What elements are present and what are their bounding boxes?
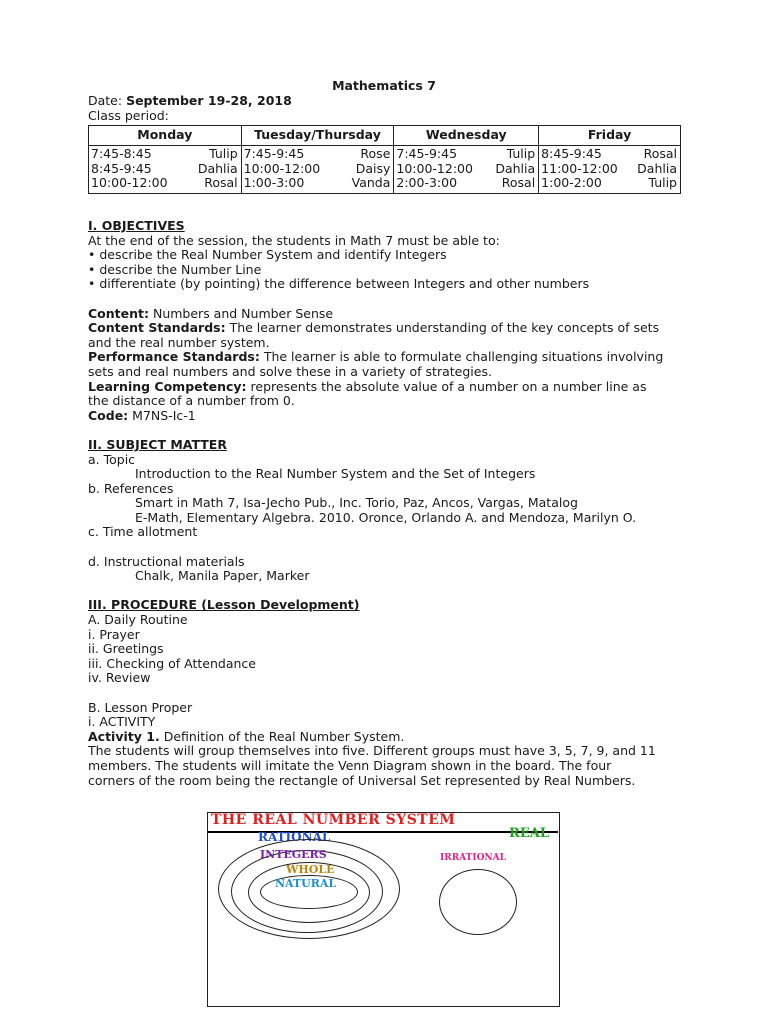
schedule-body-row bbox=[89, 146, 681, 194]
venn-label-real: REAL bbox=[509, 826, 549, 841]
lesson-plan-body bbox=[88, 219, 683, 788]
content-line: Content: Numbers and Number Sense bbox=[88, 305, 334, 321]
materials-label: d. Instructional materials bbox=[88, 553, 245, 569]
topic-label: a. Topic bbox=[88, 451, 136, 467]
topic-text: Introduction to the Real Number System and the Set of Integers bbox=[135, 466, 536, 482]
schedule-slot: 10:00-12:00 Daisy bbox=[243, 160, 391, 176]
content-standards-cont: and the real number system. bbox=[88, 334, 270, 350]
schedule-slot: 1:00-2:00 Tulip bbox=[541, 175, 677, 191]
routine-item: iv. Review bbox=[88, 670, 151, 686]
objectives-intro: At the end of the session, the students in Math 7 must be able to: bbox=[88, 232, 500, 248]
document-meta bbox=[88, 94, 292, 123]
learning-competency-line: Learning Competency: represents the absolute value of a number on a number line as bbox=[88, 378, 647, 394]
objective-item: • describe the Real Number System and identify Integers bbox=[88, 247, 447, 263]
routine-item: ii. Greetings bbox=[88, 641, 164, 657]
reference-item: E-Math, Elementary Algebra. 2010. Oronce, Orlando A. and Mendoza, Marilyn O. bbox=[135, 509, 637, 525]
schedule-column-header: Monday bbox=[89, 126, 242, 146]
schedule-slot: 10:00-12:00 Rosal bbox=[91, 175, 238, 191]
venn-label-natural: NATURAL bbox=[275, 877, 337, 890]
schedule-slot: 2:00-3:00 Rosal bbox=[396, 175, 536, 191]
venn-label-rational: RATIONAL bbox=[258, 830, 331, 844]
learning-competency-cont: the distance of a number from 0. bbox=[88, 393, 295, 409]
activity-title-line: Activity 1. Definition of the Real Number System. bbox=[88, 728, 405, 744]
schedule-slot: 11:00-12:00 Dahlia bbox=[541, 160, 677, 176]
reference-item: Smart in Math 7, Isa-Jecho Pub., Inc. Torio, Paz, Ancos, Vargas, Matalog bbox=[135, 495, 578, 511]
date-value: September 19-28, 2018 bbox=[126, 93, 292, 108]
venn-label-whole: WHOLE bbox=[286, 863, 335, 876]
venn-set-irrational bbox=[439, 869, 517, 935]
schedule-slot: 7:45-8:45 Tulip bbox=[91, 146, 238, 161]
procedure-heading: III. PROCEDURE (Lesson Development) bbox=[88, 597, 360, 613]
schedule-cell-wednesday bbox=[394, 146, 539, 194]
objective-item: • differentiate (by pointing) the difference between Integers and other numbers bbox=[88, 276, 590, 292]
references-label: b. References bbox=[88, 480, 174, 496]
schedule-slot: 7:45-9:45 Tulip bbox=[396, 146, 536, 161]
materials-text: Chalk, Manila Paper, Marker bbox=[135, 568, 310, 584]
class-period-label: Class period: bbox=[88, 107, 169, 123]
date-line bbox=[88, 94, 292, 109]
schedule-column-header: Wednesday bbox=[394, 126, 539, 146]
activity-description: The students will group themselves into five. Different groups must have 3, 5, 7, 9, and 11 bbox=[88, 743, 656, 759]
schedule-slot: 10:00-12:00 Dahlia bbox=[396, 160, 536, 176]
date-label: Date: bbox=[88, 93, 123, 108]
venn-label-integers: INTEGERS bbox=[260, 848, 327, 861]
content-standards-line: Content Standards: The learner demonstrates understanding of the key concepts of sets bbox=[88, 320, 660, 336]
schedule-table bbox=[88, 125, 681, 194]
schedule-column-header: Friday bbox=[539, 126, 681, 146]
schedule-slot: 8:45-9:45 Dahlia bbox=[91, 160, 238, 176]
schedule-cell-monday bbox=[89, 146, 242, 194]
schedule-cell-tuesday-thursday bbox=[241, 146, 394, 194]
document-title: Mathematics 7 bbox=[332, 78, 436, 93]
schedule-slot: 1:00-3:00 Vanda bbox=[243, 175, 391, 191]
daily-routine-label: A. Daily Routine bbox=[88, 612, 188, 628]
venn-label-irrational: IRRATIONAL bbox=[440, 853, 506, 863]
routine-item: i. Prayer bbox=[88, 626, 140, 642]
schedule-header-row bbox=[89, 126, 681, 146]
objectives-heading: I. OBJECTIVES bbox=[88, 218, 185, 233]
activity-description: members. The students will imitate the Venn Diagram shown in the board. The four bbox=[88, 757, 612, 773]
schedule-cell-friday bbox=[539, 146, 681, 194]
routine-item: iii. Checking of Attendance bbox=[88, 655, 256, 671]
subject-matter-heading: II. SUBJECT MATTER bbox=[88, 436, 227, 452]
schedule-column-header: Tuesday/Thursday bbox=[241, 126, 394, 146]
schedule-slot: 7:45-9:45 Rose bbox=[243, 146, 391, 161]
code-line: Code: M7NS-Ic-1 bbox=[88, 407, 196, 423]
performance-standards-line: Performance Standards: The learner is able to formulate challenging situations involving bbox=[88, 349, 664, 365]
venn-title: THE REAL NUMBER SYSTEM bbox=[211, 812, 456, 828]
activity-description: corners of the room being the rectangle of Universal Set represented by Real Numbers. bbox=[88, 772, 636, 788]
real-number-venn-diagram bbox=[207, 812, 560, 1007]
time-allotment-label: c. Time allotment bbox=[88, 524, 198, 540]
activity-label: i. ACTIVITY bbox=[88, 714, 156, 730]
lesson-proper-label: B. Lesson Proper bbox=[88, 699, 193, 715]
schedule-slot: 8:45-9:45 Rosal bbox=[541, 146, 677, 161]
performance-standards-cont: sets and real numbers and solve these in a variety of strategies. bbox=[88, 363, 492, 379]
objective-item: • describe the Number Line bbox=[88, 261, 262, 277]
